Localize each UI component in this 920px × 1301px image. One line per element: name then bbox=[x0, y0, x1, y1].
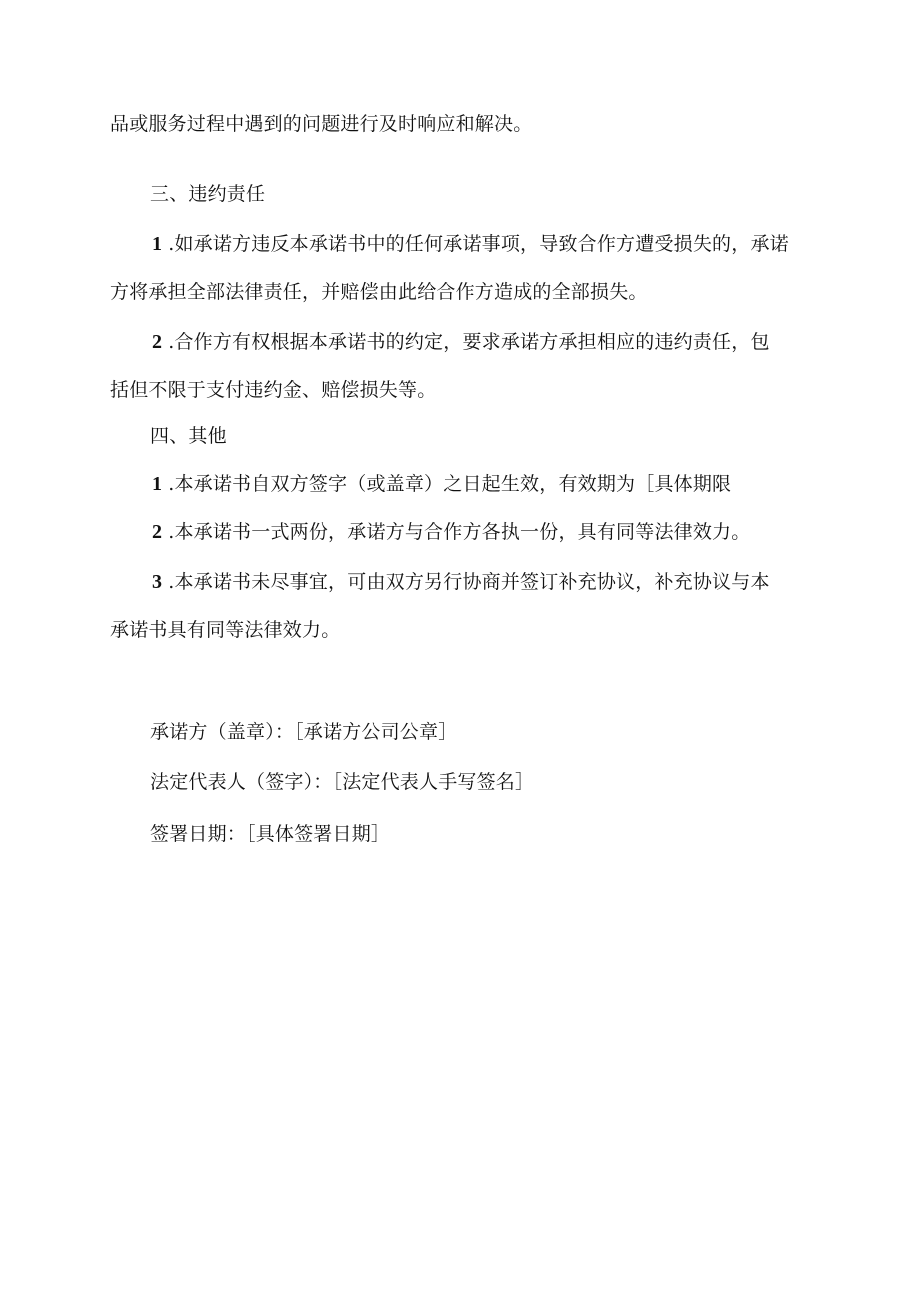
item-text: .本承诺书未尽事宜，可由双方另行协商并签订补充协议，补充协议与本 bbox=[168, 571, 770, 593]
item-number: 1 bbox=[152, 233, 163, 255]
section-4-item-3 bbox=[152, 570, 770, 594]
item-text: .合作方有权根据本承诺书的约定，要求承诺方承担相应的违约责任，包 bbox=[168, 331, 770, 353]
item-text: .本承诺书一式两份，承诺方与合作方各执一份，具有同等法律效力。 bbox=[168, 521, 751, 543]
section-3-item-2 bbox=[152, 330, 770, 354]
section-3-item-1 bbox=[152, 232, 789, 256]
item-number: 3 bbox=[152, 571, 163, 593]
item-text: .本承诺书自双方签字（或盖章）之日起生效，有效期为［具体期限 bbox=[168, 473, 732, 495]
section-3-heading: 三、违约责任 bbox=[150, 183, 266, 205]
item-number: 2 bbox=[152, 521, 163, 543]
section-4-heading: 四、其他 bbox=[150, 425, 227, 447]
signature-date: 签署日期：［具体签署日期］ bbox=[150, 823, 391, 845]
section-3-item-2-continuation: 括但不限于支付违约金、赔偿损失等。 bbox=[110, 379, 437, 401]
section-4-item-1 bbox=[152, 472, 731, 496]
item-number: 1 bbox=[152, 473, 163, 495]
item-text: .如承诺方违反本承诺书中的任何承诺事项，导致合作方遭受损失的，承诺 bbox=[168, 233, 789, 255]
section-4-item-3-continuation: 承诺书具有同等法律效力。 bbox=[110, 619, 341, 641]
signature-representative: 法定代表人（签字）：［法定代表人手写签名］ bbox=[150, 771, 535, 793]
section-3-item-1-continuation: 方将承担全部法律责任，并赔偿由此给合作方造成的全部损失。 bbox=[110, 281, 648, 303]
signature-promisor: 承诺方（盖章）：［承诺方公司公章］ bbox=[150, 721, 458, 743]
paragraph-continuation: 品或服务过程中遇到的问题进行及时响应和解决。 bbox=[110, 113, 533, 135]
section-4-item-2 bbox=[152, 520, 750, 544]
item-number: 2 bbox=[152, 331, 163, 353]
